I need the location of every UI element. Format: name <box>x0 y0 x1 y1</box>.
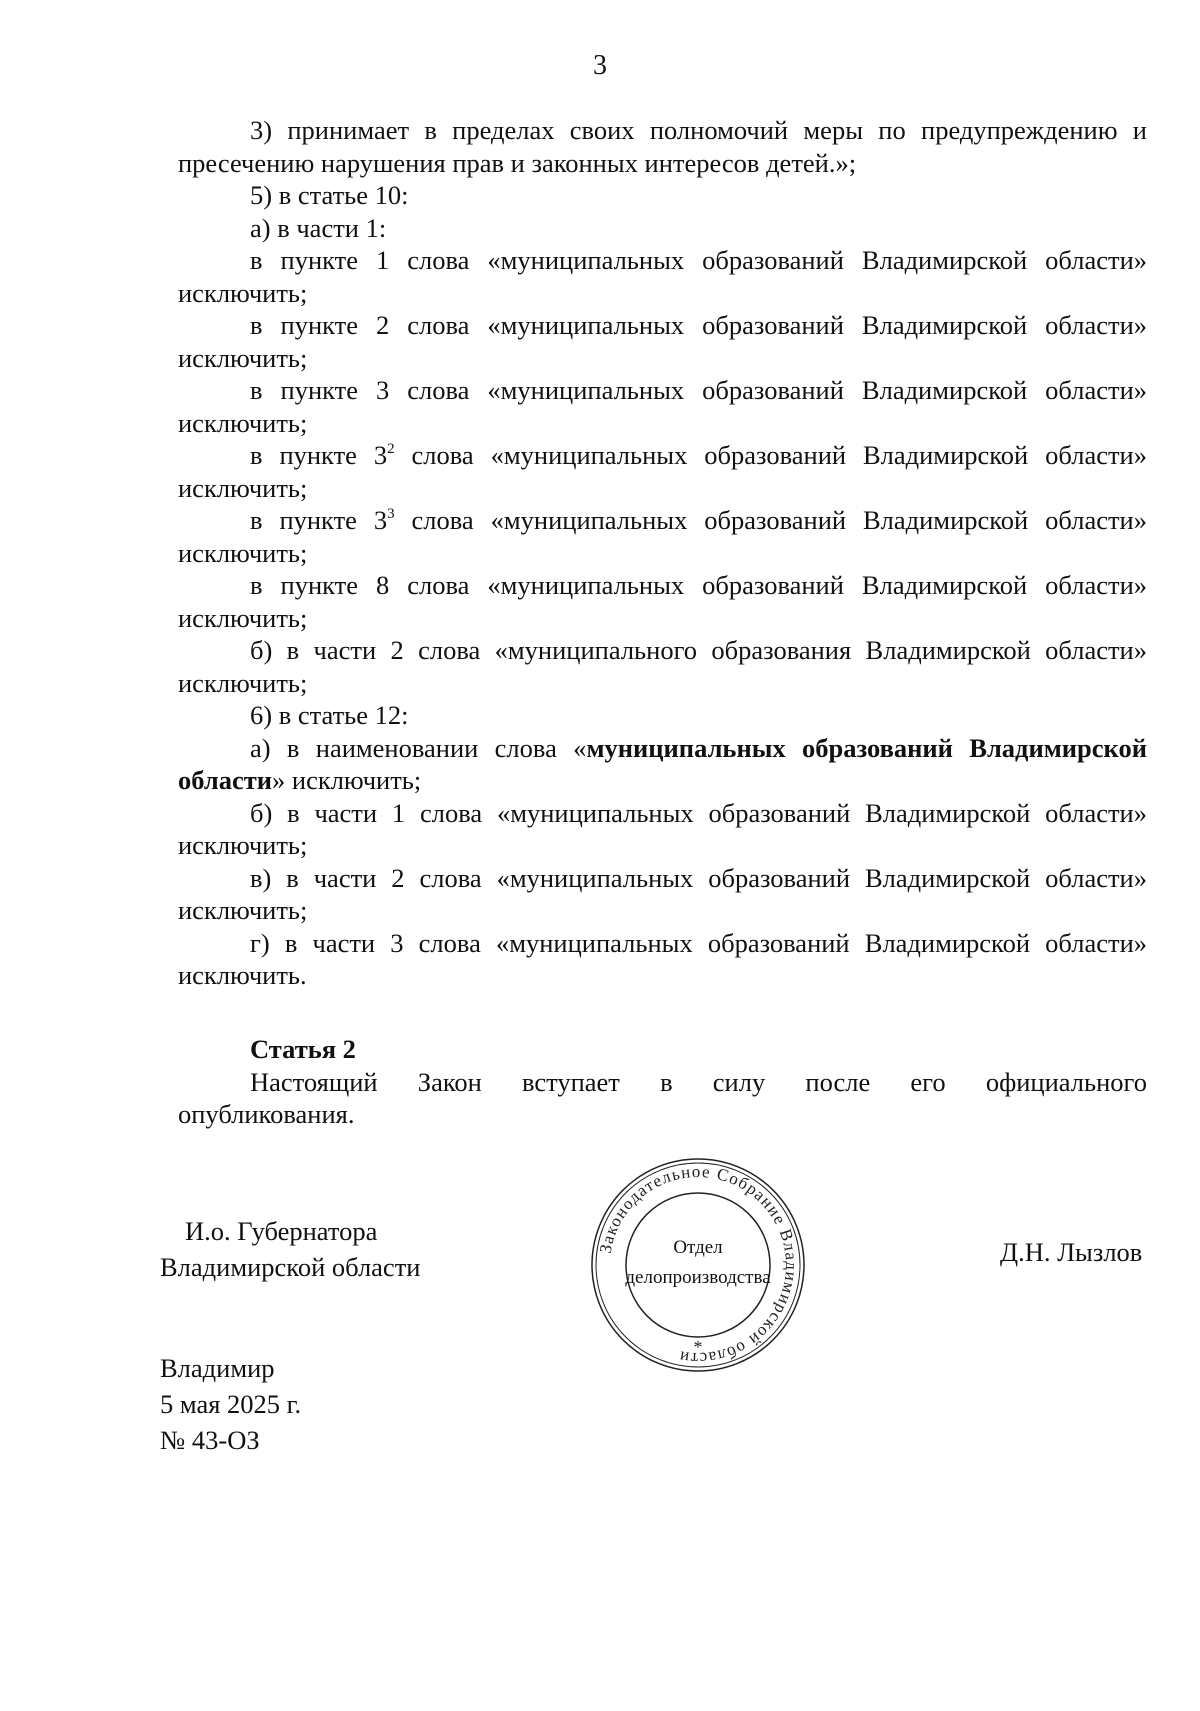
paragraph: а) в части 1: <box>250 212 387 243</box>
bold-text: муниципальных образований Владимирской области <box>178 732 1147 795</box>
paragraph: в пункте 8 слова «муниципальных образований Владимирской области» исключить; <box>178 570 1147 633</box>
article-2 <box>178 1033 1147 1131</box>
paragraph <box>178 504 1147 569</box>
paragraph: в пункте 1 слова «муниципальных образований Владимирской области» исключить; <box>178 245 1147 308</box>
text-part: а) в наименовании слова « <box>250 732 587 763</box>
signatory-title <box>160 1213 420 1285</box>
seal-star: * <box>693 1337 703 1357</box>
signatory-position: И.о. Губернатора <box>185 1216 378 1246</box>
document-body <box>178 114 1147 992</box>
superscript: 2 <box>387 441 395 457</box>
paragraph <box>178 732 1147 797</box>
text-part: слова «муниципальных образований Владимирской области» исключить; <box>178 440 1147 503</box>
seal-ring-text: Законодательное Собрание Владимирской области <box>595 1161 802 1369</box>
text-part: слова «муниципальных образований Владимирской области» исключить; <box>178 505 1147 568</box>
official-seal <box>588 1155 808 1375</box>
text-part: в пункте 3 <box>250 505 388 535</box>
superscript: 3 <box>387 506 395 522</box>
article-title: Статья 2 <box>250 1034 356 1064</box>
paragraph: в пункте 2 слова «муниципальных образований Владимирской области» исключить; <box>178 310 1147 373</box>
paragraph: в пункте 3 слова «муниципальных образований Владимирской области» исключить; <box>178 375 1147 438</box>
seal-center-line: делопроизводства <box>625 1267 771 1288</box>
signatory-name: Д.Н. Лызлов <box>1000 1237 1143 1267</box>
seal-center-line: Отдел <box>673 1237 723 1258</box>
paragraph: б) в части 2 слова «муниципального образования Владимирской области» исключить; <box>178 635 1147 698</box>
footer-number: № 43-ОЗ <box>160 1425 260 1455</box>
text-part: » исключить; <box>272 765 422 795</box>
footer-city: Владимир <box>160 1353 275 1383</box>
paragraph: в) в части 2 слова «муниципальных образований Владимирской области» исключить; <box>178 862 1147 925</box>
page-number: 3 <box>593 50 607 81</box>
paragraph: 6) в статье 12: <box>250 700 409 730</box>
paragraph <box>178 439 1147 504</box>
paragraph: 3) принимает в пределах своих полномочий меры по предупреждению и пресечению нарушения прав и законных интересов детей.»; <box>178 115 1147 178</box>
paragraph: 5) в статье 10: <box>250 180 409 210</box>
seal-center-text <box>588 1233 808 1293</box>
signatory-region: Владимирской области <box>160 1252 421 1282</box>
article-text: Настоящий Закон вступает в силу после его официального <box>250 1066 1147 1097</box>
footer-date: 5 мая 2025 г. <box>160 1389 302 1419</box>
paragraph: г) в части 3 слова «муниципальных образований Владимирской области» исключить. <box>178 927 1147 990</box>
text-part: в пункте 3 <box>250 440 388 470</box>
article-text-continuation: опубликования. <box>178 1099 355 1129</box>
document-footer <box>160 1350 301 1458</box>
paragraph: б) в части 1 слова «муниципальных образований Владимирской области» исключить; <box>178 797 1147 860</box>
